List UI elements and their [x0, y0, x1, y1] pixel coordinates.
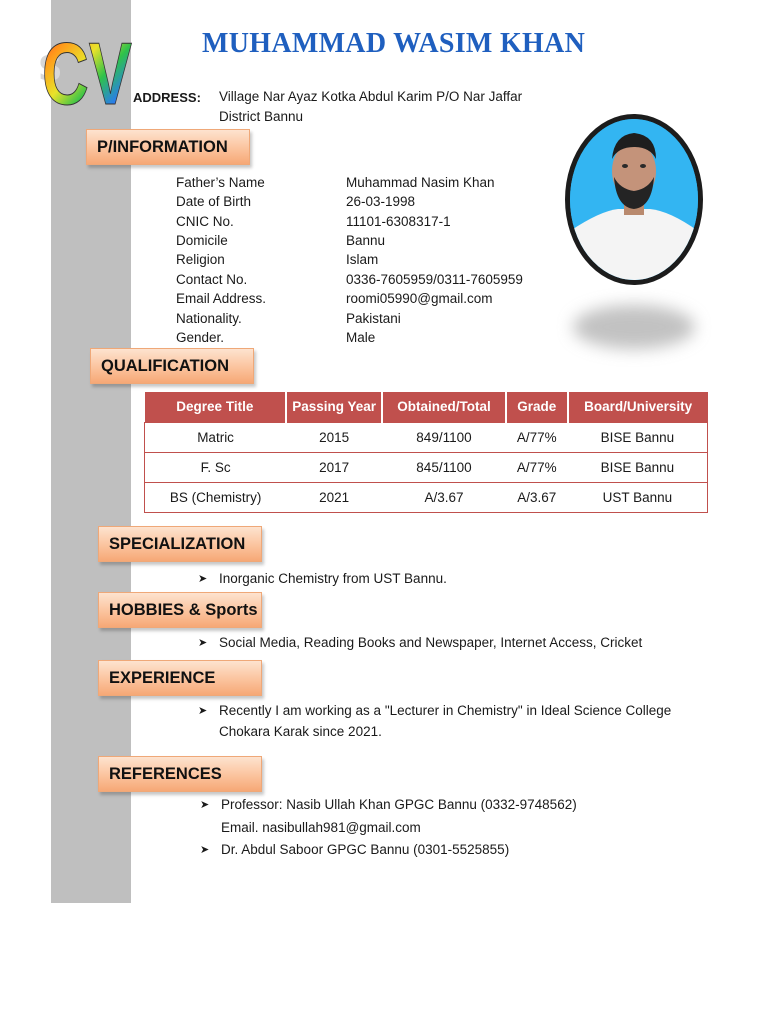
- table-cell: 2017: [286, 452, 382, 482]
- qualification-table: [144, 392, 708, 513]
- address-line-1: Village Nar Ayaz Kotka Abdul Karim P/O Nar Jaffar: [219, 89, 523, 104]
- arrow-bullet-icon: ➤: [198, 705, 208, 717]
- info-label: Gender.: [176, 330, 225, 345]
- table-row: [145, 482, 708, 512]
- section-header-experience: EXPERIENCE: [98, 660, 262, 696]
- info-value: Islam: [346, 252, 379, 267]
- column-header: Grade: [506, 392, 568, 422]
- info-value: roomi05990@gmail.com: [346, 291, 493, 306]
- candidate-name: MUHAMMAD WASIM KHAN: [202, 28, 586, 59]
- table-cell: 2021: [286, 482, 382, 512]
- table-cell: A/77%: [506, 422, 568, 452]
- arrow-bullet-icon: ➤: [200, 799, 210, 811]
- hobbies-item: Social Media, Reading Books and Newspaper, Internet Access, Cricket: [219, 635, 643, 650]
- profile-photo: [565, 114, 703, 285]
- arrow-bullet-icon: ➤: [198, 573, 208, 585]
- table-cell: Matric: [145, 422, 287, 452]
- experience-line-2: Chokara Karak since 2021.: [219, 724, 382, 739]
- section-header-references: REFERENCES: [98, 756, 262, 792]
- table-cell: BISE Bannu: [568, 452, 708, 482]
- svg-text:S: S: [38, 49, 63, 89]
- info-label: Nationality.: [176, 311, 242, 326]
- section-header-qualification: QUALIFICATION: [90, 348, 254, 384]
- section-header-hobbies: HOBBIES & Sports: [98, 592, 262, 628]
- arrow-bullet-icon: ➤: [198, 637, 208, 649]
- info-value: Bannu: [346, 233, 386, 248]
- reference-1-line-1: Professor: Nasib Ullah Khan GPGC Bannu (0332-9748562): [221, 797, 577, 812]
- address-line-2: District Bannu: [219, 109, 304, 124]
- table-header-row: [145, 392, 708, 422]
- info-label: Religion: [176, 252, 225, 267]
- info-value: 0336-7605959/0311-7605959: [346, 272, 523, 287]
- reference-1-email: Email. nasibullah981@gmail.com: [221, 820, 421, 835]
- info-value: Male: [346, 330, 376, 345]
- info-value: Muhammad Nasim Khan: [346, 175, 495, 190]
- table-cell: UST Bannu: [568, 482, 708, 512]
- info-value: 11101-6308317-1: [346, 214, 451, 229]
- table-row: [145, 452, 708, 482]
- column-header: Board/University: [568, 392, 708, 422]
- table-cell: 849/1100: [382, 422, 506, 452]
- reference-2-line-1: Dr. Abdul Saboor GPGC Bannu (0301-5525855): [221, 842, 510, 857]
- address-label: ADDRESS:: [133, 90, 201, 105]
- column-header: Obtained/Total: [382, 392, 506, 422]
- info-label: Date of Birth: [176, 194, 252, 209]
- cv-logo-icon: [30, 8, 140, 118]
- section-header-specialization: SPECIALIZATION: [98, 526, 262, 562]
- logo-text: CV: [42, 24, 133, 118]
- arrow-bullet-icon: ➤: [200, 844, 210, 856]
- table-cell: A/3.67: [506, 482, 568, 512]
- info-label: CNIC No.: [176, 214, 234, 229]
- table-cell: BS (Chemistry): [145, 482, 287, 512]
- info-value: 26-03-1998: [346, 194, 416, 209]
- table-cell: A/3.67: [382, 482, 506, 512]
- info-value: Pakistani: [346, 311, 401, 326]
- info-label: Domicile: [176, 233, 228, 248]
- column-header: Passing Year: [286, 392, 382, 422]
- photo-shadow: [573, 305, 695, 349]
- column-header: Degree Title: [145, 392, 287, 422]
- table-cell: BISE Bannu: [568, 422, 708, 452]
- info-label: Father’s Name: [176, 175, 265, 190]
- table-cell: A/77%: [506, 452, 568, 482]
- section-header-personal-info: P/INFORMATION: [86, 129, 250, 165]
- info-label: Email Address.: [176, 291, 267, 306]
- specialization-item: Inorganic Chemistry from UST Bannu.: [219, 571, 447, 586]
- experience-line-1: Recently I am working as a "Lecturer in Chemistry" in Ideal Science College: [219, 703, 672, 718]
- table-cell: 2015: [286, 422, 382, 452]
- info-label: Contact No.: [176, 272, 248, 287]
- table-cell: F. Sc: [145, 452, 287, 482]
- table-cell: 845/1100: [382, 452, 506, 482]
- table-row: [145, 422, 708, 452]
